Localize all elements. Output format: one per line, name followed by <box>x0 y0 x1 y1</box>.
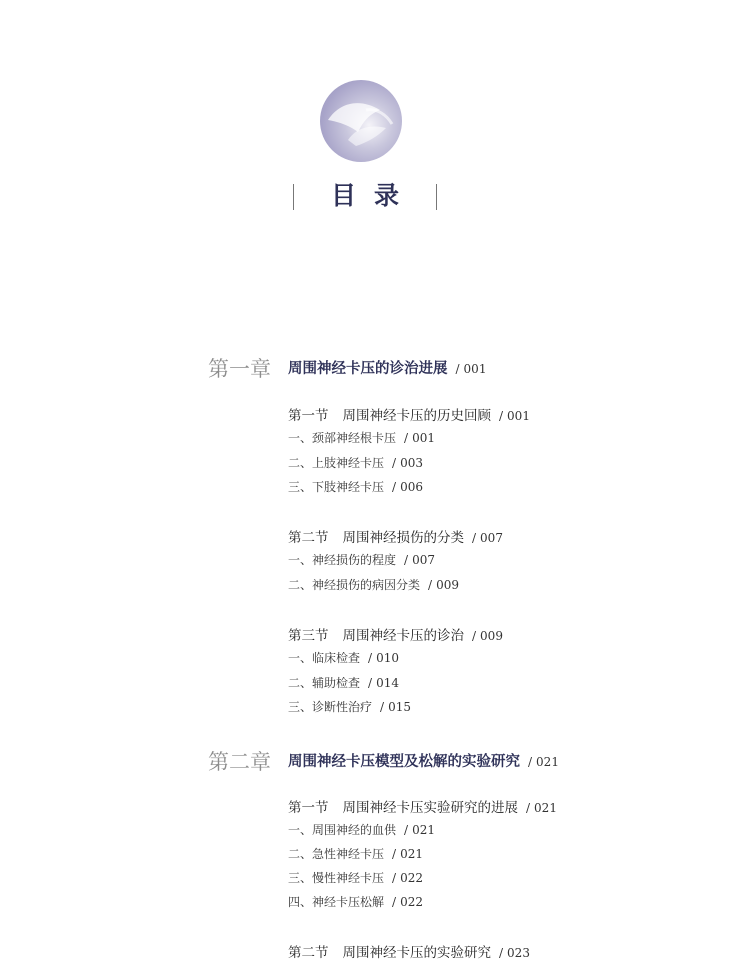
toc-item[interactable] <box>288 893 423 910</box>
separator: / <box>455 362 460 376</box>
page-ref <box>404 823 435 837</box>
separator: / <box>368 651 373 665</box>
page-number: 001 <box>412 431 435 445</box>
page-ref <box>392 456 423 470</box>
separator: / <box>428 578 433 592</box>
toc-item[interactable] <box>288 674 399 691</box>
separator: / <box>380 700 385 714</box>
separator: / <box>404 553 409 567</box>
section-entry[interactable] <box>288 404 530 424</box>
toc-item[interactable] <box>288 551 435 568</box>
page-number: 021 <box>534 801 557 815</box>
separator: / <box>528 755 533 769</box>
toc-item[interactable] <box>288 576 459 593</box>
page-number: 023 <box>507 946 530 960</box>
section-entry[interactable] <box>288 526 503 546</box>
separator: / <box>392 480 397 494</box>
page-ref <box>526 801 557 815</box>
page-number: 021 <box>536 755 559 769</box>
page-number: 007 <box>480 531 503 545</box>
page-ref <box>404 431 435 445</box>
item-title: 一、临床检查 <box>288 651 361 665</box>
item-title: 三、诊断性治疗 <box>288 700 373 714</box>
section-title: 周围神经卡压的诊治 <box>342 628 464 644</box>
page-ref <box>392 847 423 861</box>
page-title: 目录 <box>293 180 437 212</box>
toc-item[interactable] <box>288 478 423 495</box>
toc-item[interactable] <box>288 649 399 666</box>
page-number: 007 <box>412 553 435 567</box>
page-ref <box>472 629 503 643</box>
chapter-title-line <box>288 357 486 378</box>
page-number: 021 <box>400 847 423 861</box>
toc-item[interactable] <box>288 821 435 838</box>
separator: / <box>392 456 397 470</box>
section-number: 第二节 <box>288 530 329 546</box>
section-title: 周围神经卡压的实验研究 <box>342 945 491 961</box>
separator: / <box>472 629 477 643</box>
item-title: 三、下肢神经卡压 <box>288 480 385 494</box>
page-number: 001 <box>463 362 487 376</box>
separator: / <box>526 801 531 815</box>
section-title: 周围神经卡压实验研究的进展 <box>342 800 518 816</box>
page-number: 021 <box>412 823 435 837</box>
section-title: 周围神经卡压的历史回顾 <box>342 408 491 424</box>
page-ref <box>456 362 487 376</box>
page-ref <box>499 946 530 960</box>
page-ref <box>499 409 530 423</box>
toc-item[interactable] <box>288 454 423 471</box>
chapter-title: 周围神经卡压模型及松解的实验研究 <box>288 754 520 770</box>
page-ref <box>368 676 399 690</box>
section-title: 周围神经损伤的分类 <box>342 530 464 546</box>
separator: / <box>392 895 397 909</box>
separator: / <box>499 409 504 423</box>
item-title: 三、慢性神经卡压 <box>288 871 385 885</box>
toc-item[interactable] <box>288 845 423 862</box>
section-entry[interactable] <box>288 796 557 816</box>
item-title: 一、颈部神经根卡压 <box>288 431 397 445</box>
page-ref <box>368 651 399 665</box>
page-number: 009 <box>480 629 503 643</box>
page-number: 014 <box>376 676 399 690</box>
toc-item[interactable] <box>288 869 423 886</box>
chapter-title: 周围神经卡压的诊治进展 <box>288 361 448 377</box>
page-number: 022 <box>400 871 423 885</box>
item-title: 一、神经损伤的程度 <box>288 553 397 567</box>
chapter-label: 第二章 <box>208 750 271 774</box>
item-title: 二、辅助检查 <box>288 676 361 690</box>
separator: / <box>392 871 397 885</box>
page-number: 009 <box>436 578 459 592</box>
page-ref <box>392 480 423 494</box>
section-number: 第一节 <box>288 800 329 816</box>
page-ref <box>404 553 435 567</box>
section-entry[interactable] <box>288 624 503 644</box>
page-ref <box>392 871 423 885</box>
chapter-title-line <box>288 750 559 771</box>
section-number: 第三节 <box>288 628 329 644</box>
page-number: 001 <box>507 409 530 423</box>
item-title: 二、上肢神经卡压 <box>288 456 385 470</box>
separator: / <box>404 431 409 445</box>
section-number: 第一节 <box>288 408 329 424</box>
page-number: 003 <box>400 456 423 470</box>
page-number: 010 <box>376 651 399 665</box>
item-title: 二、神经损伤的病因分类 <box>288 578 421 592</box>
page-ref <box>428 578 459 592</box>
item-title: 四、神经卡压松解 <box>288 895 385 909</box>
toc-item[interactable] <box>288 698 411 715</box>
separator: / <box>404 823 409 837</box>
page-number: 006 <box>400 480 423 494</box>
section-entry[interactable] <box>288 941 530 961</box>
section-number: 第二节 <box>288 945 329 961</box>
toc-item[interactable] <box>288 429 435 446</box>
page-ref <box>472 531 503 545</box>
separator: / <box>392 847 397 861</box>
item-title: 二、急性神经卡压 <box>288 847 385 861</box>
separator: / <box>368 676 373 690</box>
page-ref <box>380 700 411 714</box>
page-number: 015 <box>388 700 411 714</box>
page-ref <box>392 895 423 909</box>
separator: / <box>472 531 477 545</box>
item-title: 一、周围神经的血供 <box>288 823 397 837</box>
separator: / <box>499 946 504 960</box>
page-ref <box>528 755 559 769</box>
page-number: 022 <box>400 895 423 909</box>
chapter-label: 第一章 <box>208 357 271 381</box>
